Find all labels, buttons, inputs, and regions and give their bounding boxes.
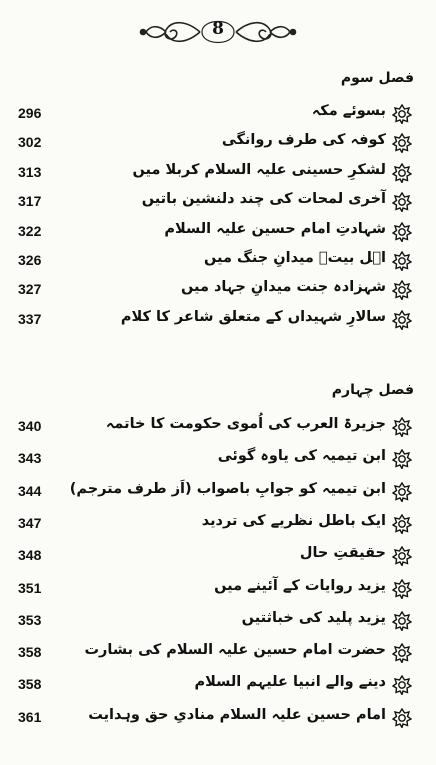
flower-bullet-icon <box>392 708 412 728</box>
toc-entry <box>0 511 436 539</box>
toc-entry <box>0 160 436 188</box>
entry-title: امام حسین علیہ السلام منادیِ حق وہدایت <box>88 706 386 723</box>
page-ref: 358 <box>18 644 42 661</box>
entry-title: حقیقتِ حال <box>299 545 386 562</box>
toc-entry <box>0 277 436 305</box>
entry-title: لشکرِ حسینی علیہ السلام کربلا میں <box>132 161 386 178</box>
page-ref: 347 <box>18 514 42 531</box>
toc-entry <box>0 219 436 247</box>
entry-title: آخری لمحات کی چند دلنشین باتیں <box>141 191 386 208</box>
flower-bullet-icon <box>392 310 412 330</box>
page-ref: 340 <box>18 418 42 434</box>
page-ref: 322 <box>18 222 42 239</box>
toc-entry <box>0 705 436 733</box>
toc-entry <box>0 307 436 335</box>
flower-bullet-icon <box>392 643 412 663</box>
toc-entry <box>0 414 436 442</box>
entry-title: دینے والے انبیا علیہم السلام <box>194 674 386 691</box>
flower-bullet-icon <box>392 611 412 631</box>
page-number: 8 <box>212 19 224 39</box>
entry-title: شہادتِ امام حسین علیہ السلام <box>164 220 386 237</box>
flower-bullet-icon <box>392 579 412 599</box>
entry-title: اہل بیتؑ میدانِ جنگ میں <box>203 250 386 266</box>
toc-entry <box>0 608 436 636</box>
page-ref: 313 <box>18 163 42 180</box>
entry-title: ابن تیمیہ کی یاوہ گوئی <box>217 448 386 465</box>
toc-entry <box>0 130 436 158</box>
toc-entry <box>0 640 436 668</box>
entry-title: ابن تیمیہ کو جوابِ باصواب (اَز طرف مترجم) <box>69 480 386 497</box>
entry-title: شہزادہ جنت میدانِ جہاد میں <box>181 279 386 296</box>
flower-bullet-icon <box>392 133 412 153</box>
toc-entry <box>0 543 436 571</box>
toc-entry <box>0 189 436 217</box>
toc-entry <box>0 248 436 276</box>
page-ref: 317 <box>18 193 42 210</box>
entry-title: ایک باطل نظریے کی تردید <box>201 512 386 529</box>
page-ref: 351 <box>18 579 42 596</box>
entry-title: جزیرۃ العرب کی اُموی حکومت کا خاتمہ <box>105 416 386 432</box>
entry-title: کوفہ کی طرف روانگی <box>221 132 386 149</box>
page-ref: 344 <box>18 482 42 499</box>
flower-bullet-icon <box>392 104 412 124</box>
flower-bullet-icon <box>392 417 412 437</box>
page-ref: 302 <box>18 134 42 151</box>
flower-bullet-icon <box>392 546 412 566</box>
page-ref: 358 <box>18 676 42 693</box>
flower-bullet-icon <box>392 675 412 695</box>
entry-title: حضرت امام حسین علیہ السلام کی بشارت <box>84 642 386 659</box>
entry-title: یزید پلید کی خباثتیں <box>241 609 386 626</box>
section-heading: فصل سوم <box>340 70 414 86</box>
page-ref: 296 <box>18 105 42 121</box>
flower-bullet-icon <box>392 280 412 300</box>
page-ref: 326 <box>18 252 42 268</box>
page-header <box>0 12 436 52</box>
page-ref: 361 <box>18 708 42 725</box>
flower-bullet-icon <box>392 251 412 271</box>
page-ref: 353 <box>18 611 42 628</box>
section-heading: فصل چہارم <box>331 382 414 398</box>
page-ref: 343 <box>18 450 42 467</box>
toc-entry <box>0 446 436 474</box>
flower-bullet-icon <box>392 163 412 183</box>
toc-entry <box>0 672 436 700</box>
flower-bullet-icon <box>392 192 412 212</box>
flower-bullet-icon <box>392 514 412 534</box>
page-ref: 327 <box>18 281 42 298</box>
entry-title: بسوئے مکہ <box>311 103 386 119</box>
toc-entry <box>0 576 436 604</box>
toc-entry <box>0 479 436 507</box>
flower-bullet-icon <box>392 449 412 469</box>
page-ref: 348 <box>18 547 42 564</box>
entry-title: یزید روایات کے آئینے میں <box>214 577 386 594</box>
page-ref: 337 <box>18 310 42 327</box>
entry-title: سالارِ شہیداں کے متعلق شاعر کا کلام <box>120 308 386 325</box>
flower-bullet-icon <box>392 222 412 242</box>
flower-bullet-icon <box>392 482 412 502</box>
toc-entry <box>0 101 436 129</box>
